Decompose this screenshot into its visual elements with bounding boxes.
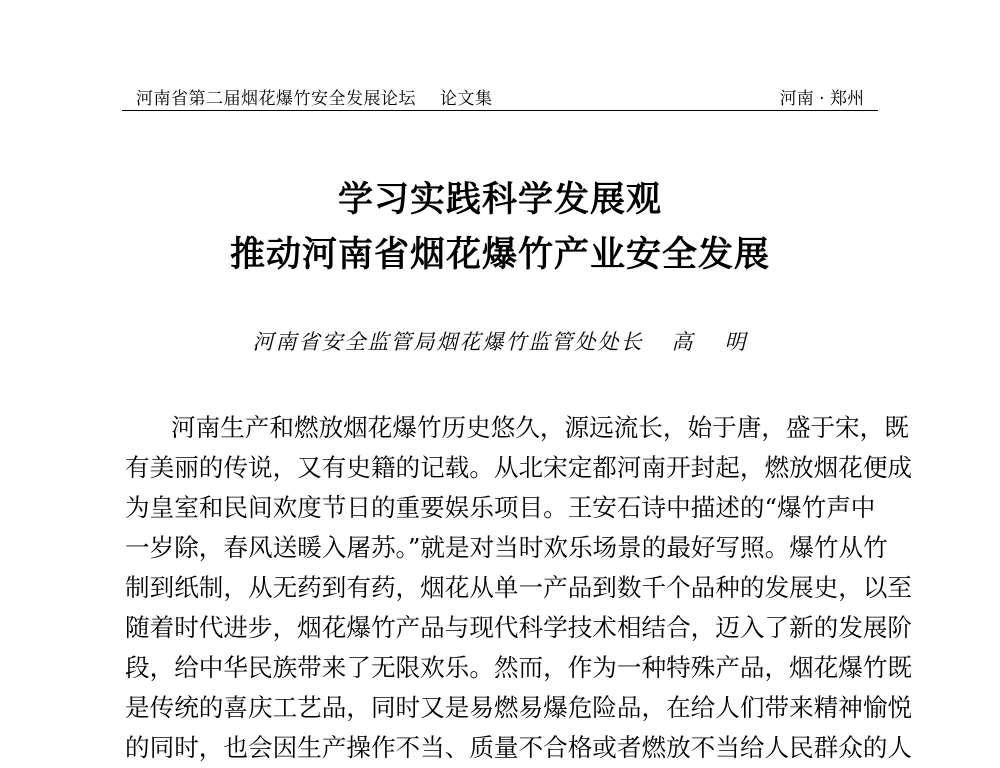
body-line: 一岁除，春风送暖入屠苏。”就是对当时欢乐场景的最好写照。爆竹从竹: [125, 533, 888, 562]
body-line: 是传统的喜庆工艺品，同时又是易燃易爆危险品，在给人们带来精神愉悦: [125, 693, 913, 722]
article-title-line-2: 推动河南省烟花爆竹产业安全发展: [229, 234, 770, 275]
author-name-first: 高: [671, 330, 695, 354]
body-line: 随着时代进步，烟花爆竹产品与现代科学技术相结合，迈入了新的发展阶: [125, 613, 913, 642]
body-line: 的同时，也会因生产操作不当、质量不合格或者燃放不当给人民群众的人: [125, 733, 913, 762]
header-left: [136, 84, 493, 109]
body-line: 有美丽的传说，又有史籍的记载。从北宋定都河南开封起，燃放烟花便成: [125, 453, 913, 482]
header-location: 河南 · 郑州: [779, 89, 864, 109]
author-affiliation: 河南省安全监管局烟花爆竹监管处处长: [252, 330, 644, 354]
body-line: 河南生产和燃放烟花爆竹历史悠久，源远流长，始于唐，盛于宋，既: [171, 413, 909, 442]
article-title-line-1: 学习实践科学发展观: [337, 179, 662, 220]
body-paragraph: [125, 408, 913, 768]
body-line: 为皇室和民间欢度节日的重要娱乐项目。王安石诗中描述的“爆竹声中: [125, 493, 876, 522]
author-name-last: 明: [724, 330, 748, 354]
author-byline: [0, 326, 1000, 356]
running-header: [122, 82, 878, 111]
header-proceedings-suffix: 论文集: [440, 89, 493, 109]
body-line: 段，给中华民族带来了无限欢乐。然而，作为一种特殊产品，烟花爆竹既: [125, 653, 913, 682]
body-line: 制到纸制，从无药到有药，烟花从单一产品到数千个品种的发展史，以至: [125, 573, 913, 602]
header-proceedings-title: 河南省第二届烟花爆竹安全发展论坛: [136, 89, 416, 109]
